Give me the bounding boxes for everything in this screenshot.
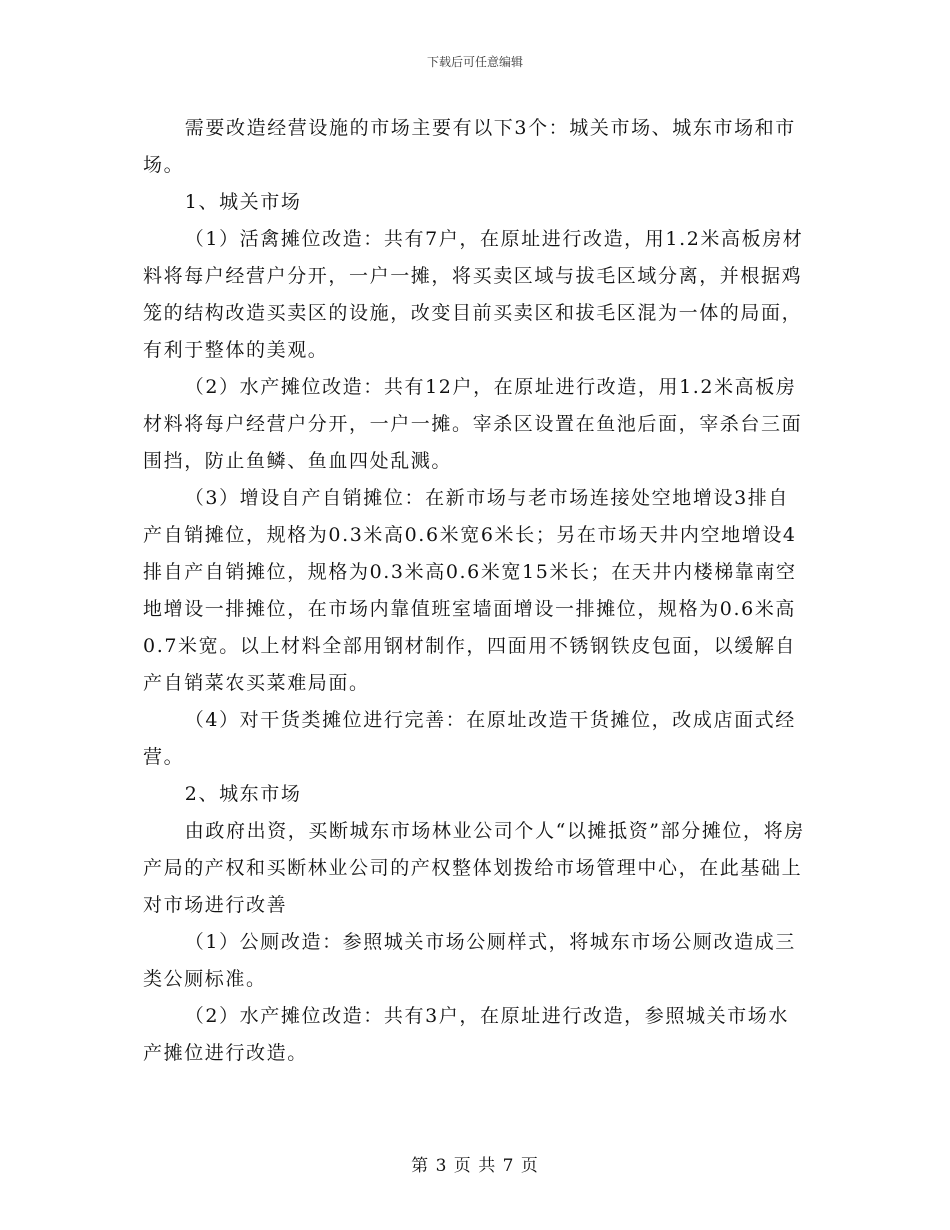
paragraph-dry-goods: （4）对干货类摊位进行完善：在原址改造干货摊位，改成店面式经营。	[143, 709, 796, 768]
body-text	[143, 110, 808, 1072]
paragraph-intro: 需要改造经营设施的市场主要有以下3个：城关市场、城东市场和市场。	[143, 117, 796, 176]
section-heading-chengdong: 2、城东市场	[184, 783, 302, 805]
paragraph-aquatic-stalls-east: （2）水产摊位改造：共有3户，在原址进行改造，参照城关市场水产摊位进行改造。	[143, 1005, 789, 1064]
page-number: 第 3 页 共 7 页	[411, 1156, 539, 1176]
paragraph-toilet-renovation: （1）公厕改造：参照城关市场公厕样式，将城东市场公厕改造成三类公厕标准。	[143, 931, 796, 990]
paragraph-government-funding: 由政府出资，买断城东市场林业公司个人“以摊抵资”部分摊位，将房产局的产权和买断林业公司的产权整体划拨给市场管理中心，在此基础上对市场进行改善	[143, 820, 805, 916]
paragraph-self-sale-stalls: （3）增设自产自销摊位：在新市场与老市场连接处空地增设3排自产自销摊位，规格为0.3米高0.6米宽6米长；另在市场天井内空地增设4排自产自销摊位，规格为0.3米高0.6米宽15米长；在天井内楼梯靠南空地增设一排摊位，在市场内靠值班室墙面增设一排摊位，规格为0.6米高0.7米宽。以上材料全部用钢材制作，四面用不锈钢铁皮包面，以缓解自产自销菜农买菜难局面。	[143, 487, 797, 694]
page-header: 下载后可任意编辑	[426, 55, 523, 69]
paragraph-live-poultry: （1）活禽摊位改造：共有7户，在原址进行改造，用1.2米高板房材料将每户经营户分开，一户一摊，将买卖区域与拔毛区域分离，并根据鸡笼的结构改造买卖区的设施，改变目前买卖区和拔毛区混为一体的局面，有利于整体的美观。	[143, 228, 804, 361]
paragraph-aquatic-stalls: （2）水产摊位改造：共有12户，在原址进行改造，用1.2米高板房材料将每户经营户分开，一户一摊。宰杀区设置在鱼池后面，宰杀台三面围挡，防止鱼鳞、鱼血四处乱溅。	[143, 376, 803, 472]
section-heading-chengguan: 1、城关市场	[184, 191, 302, 213]
